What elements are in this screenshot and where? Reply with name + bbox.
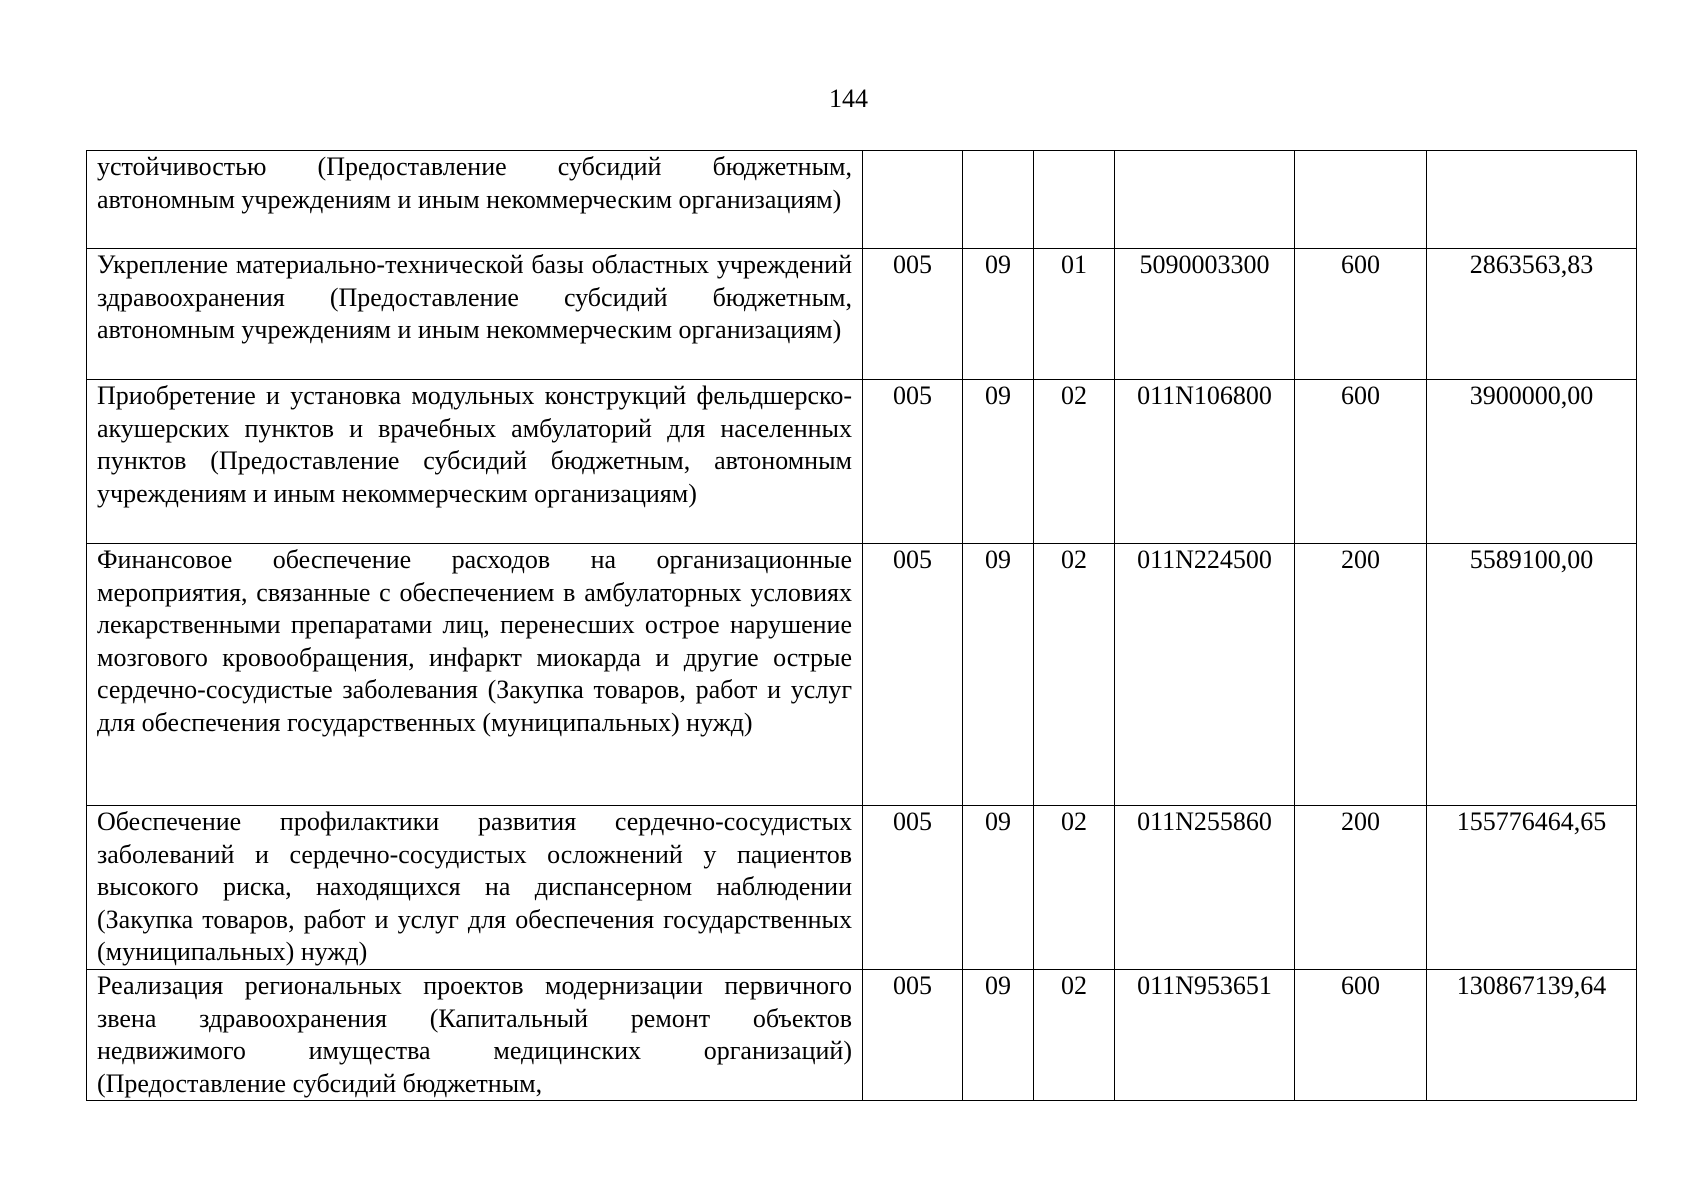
table-row: [87, 970, 1637, 1101]
row-target-article: 011N224500: [1115, 544, 1295, 806]
row-section-code: 09: [963, 544, 1034, 806]
row-amount: 2863563,83: [1427, 249, 1637, 380]
row-ministry-code: 005: [863, 380, 963, 544]
row-amount: 130867139,64: [1427, 970, 1637, 1101]
row-section-code: 09: [963, 806, 1034, 970]
row-description: Приобретение и установка модульных конструкций фельдшерско-акушерских пунктов и врачебных амбулаторий для населенных пунктов (Предоставление субсидий бюджетным, автономным учреждениям и иным некоммерческим организациям): [87, 380, 863, 544]
table-row: [87, 151, 1637, 249]
row-amount: 3900000,00: [1427, 380, 1637, 544]
row-expense-type: 600: [1295, 249, 1427, 380]
row-expense-type: 600: [1295, 970, 1427, 1101]
row-subsection-code: [1034, 151, 1115, 249]
table-row: [87, 544, 1637, 806]
page-number: 144: [829, 84, 868, 113]
row-description: Реализация региональных проектов модернизации первичного звена здравоохранения (Капитальный ремонт объектов недвижимого имущества медицинских организаций) (Предоставление субсидий бюджетным,: [87, 970, 863, 1101]
row-expense-type: 600: [1295, 380, 1427, 544]
row-subsection-code: 01: [1034, 249, 1115, 380]
row-description: устойчивостью (Предоставление субсидий бюджетным, автономным учреждениям и иным некоммерческим организациям): [87, 151, 863, 249]
row-description: Обеспечение профилактики развития сердечно-сосудистых заболеваний и сердечно-сосудистых осложнений у пациентов высокого риска, находящихся на диспансерном наблюдении (Закупка товаров, работ и услуг для обеспечения государственных (муниципальных) нужд): [87, 806, 863, 970]
row-section-code: 09: [963, 380, 1034, 544]
row-ministry-code: 005: [863, 249, 963, 380]
row-section-code: 09: [963, 970, 1034, 1101]
row-ministry-code: [863, 151, 963, 249]
row-target-article: [1115, 151, 1295, 249]
row-subsection-code: 02: [1034, 806, 1115, 970]
row-section-code: 09: [963, 249, 1034, 380]
table-row: [87, 249, 1637, 380]
row-target-article: 5090003300: [1115, 249, 1295, 380]
row-target-article: 011N255860: [1115, 806, 1295, 970]
table-row: [87, 806, 1637, 970]
row-amount: 155776464,65: [1427, 806, 1637, 970]
row-subsection-code: 02: [1034, 544, 1115, 806]
row-target-article: 011N106800: [1115, 380, 1295, 544]
row-expense-type: 200: [1295, 544, 1427, 806]
row-amount: 5589100,00: [1427, 544, 1637, 806]
row-expense-type: 200: [1295, 806, 1427, 970]
row-amount: [1427, 151, 1637, 249]
row-expense-type: [1295, 151, 1427, 249]
budget-table: [86, 150, 1637, 1101]
row-ministry-code: 005: [863, 544, 963, 806]
row-subsection-code: 02: [1034, 970, 1115, 1101]
table-row: [87, 380, 1637, 544]
row-ministry-code: 005: [863, 970, 963, 1101]
row-description: Укрепление материально-технической базы областных учреждений здравоохранения (Предоставление субсидий бюджетным, автономным учреждениям и иным некоммерческим организациям): [87, 249, 863, 380]
row-description: Финансовое обеспечение расходов на организационные мероприятия, связанные с обеспечением в амбулаторных условиях лекарственными препаратами лиц, перенесших острое нарушение мозгового кровообращения, инфаркт миокарда и другие острые сердечно-сосудистые заболевания (Закупка товаров, работ и услуг для обеспечения государственных (муниципальных) нужд): [87, 544, 863, 806]
row-ministry-code: 005: [863, 806, 963, 970]
row-subsection-code: 02: [1034, 380, 1115, 544]
row-target-article: 011N953651: [1115, 970, 1295, 1101]
row-section-code: [963, 151, 1034, 249]
